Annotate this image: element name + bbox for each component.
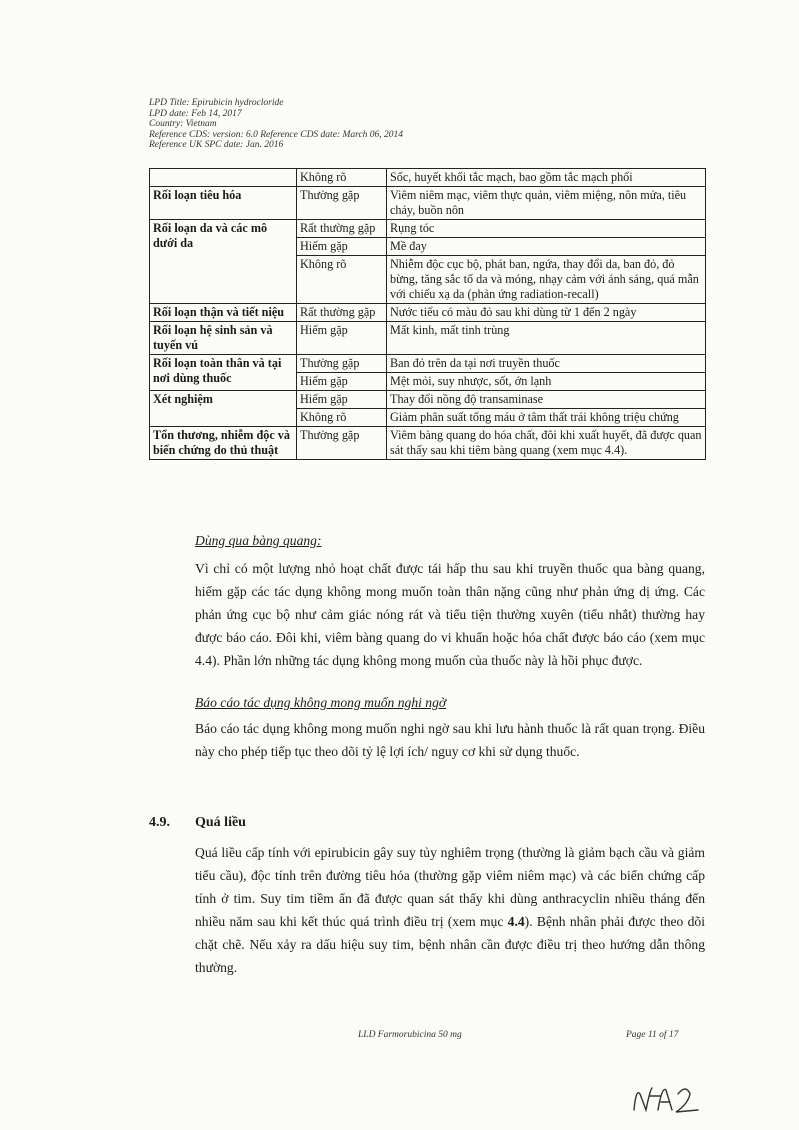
footer-title: LLD Farmorubicina 50 mg (358, 1030, 462, 1040)
bladder-heading: Dùng qua bàng quang: (195, 533, 322, 548)
soc-cell: Rối loạn thận và tiết niệu (150, 304, 297, 322)
reaction-cell: Sốc, huyết khối tắc mạch, bao gồm tắc mạch phổi (387, 169, 706, 187)
reaction-cell: Mất kinh, mất tinh trùng (387, 322, 706, 355)
reaction-cell: Mề đay (387, 238, 706, 256)
frequency-cell: Rất thường gặp (297, 220, 387, 238)
report-heading: Báo cáo tác dụng không mong muốn nghi ngờ (195, 695, 447, 710)
table-row (150, 304, 706, 322)
soc-cell: Rối loạn tiêu hóa (150, 187, 297, 220)
header-line: Country: Vietnam (149, 119, 217, 130)
header-line: Reference CDS: version: 6.0 Reference CDS date: March 06, 2014 (149, 129, 404, 140)
table-row (150, 220, 706, 238)
reaction-cell: Ban đỏ trên da tại nơi truyền thuốc (387, 355, 706, 373)
header-line: Reference UK SPC date: Jan. 2016 (149, 140, 284, 151)
bladder-paragraph: Vì chỉ có một lượng nhỏ hoạt chất được tái hấp thu sau khi truyền thuốc qua bàng quang, hiếm gặp các tác dụng không mong muốn toàn thân nặng cũng như phản ứng dị ứng. Các phản ứng cục bộ như cảm giác nóng rát và tiểu tiện thường xuyên (tiểu nhắt) thường hay được báo cáo. Đôi khi, viêm bàng quang do vi khuẩn hoặc hóa chất được báo cáo (xem mục 4.4). Phần lớn những tác dụng không mong muốn của thuốc này là hồi phục được. (195, 561, 705, 668)
reaction-cell: Thay đổi nồng độ transaminase (387, 391, 706, 409)
reaction-cell: Mệt mỏi, suy nhược, sốt, ớn lạnh (387, 373, 706, 391)
overdose-text-a: Quá liều cấp tính với epirubicin gây suy tủy nghiêm trọng (thường là giảm bạch cầu và giảm tiểu cầu), độc tính trên đường tiêu hóa (thường gặp viêm niêm mạc) và các biến chứng cấp tính ở tim. Suy tim tiềm ẩn đã được quan sát thấy khi dùng anthracyclin nhiều tháng đến nhiều năm sau khi kết thúc quá trình điều trị (xem mục (195, 845, 705, 929)
soc-cell: Rối loạn da và các mô dưới da (150, 220, 297, 304)
header-line: LPD date: Feb 14, 2017 (149, 108, 242, 119)
reaction-cell: Viêm bàng quang do hóa chất, đôi khi xuất huyết, đã được quan sát thấy sau khi tiêm bàng quang (xem mục 4.4). (387, 427, 706, 460)
soc-cell: Rối loạn hệ sinh sản và tuyến vú (150, 322, 297, 355)
soc-cell (150, 169, 297, 187)
signature-mark (628, 1080, 708, 1120)
reaction-cell: Viêm niêm mạc, viêm thực quản, viêm miệng, nôn mửa, tiêu chảy, buồn nôn (387, 187, 706, 220)
report-paragraph: Báo cáo tác dụng không mong muốn nghi ngờ sau khi lưu hành thuốc là rất quan trọng. Điều này cho phép tiếp tục theo dõi tỷ lệ lợi ích/ nguy cơ khi sử dụng thuốc. (195, 721, 705, 759)
frequency-cell: Thường gặp (297, 187, 387, 220)
overdose-paragraph (195, 841, 705, 979)
frequency-cell: Hiếm gặp (297, 322, 387, 355)
table-row (150, 427, 706, 460)
reaction-cell: Nước tiểu có màu đỏ sau khi dùng từ 1 đến 2 ngày (387, 304, 706, 322)
frequency-cell: Hiếm gặp (297, 238, 387, 256)
overdose-text-b: ). Bệnh nhân phải được theo dõi chặt chẽ. Nếu xảy ra dấu hiệu suy tim, bệnh nhân cần được điều trị theo hướng dẫn thông thường. (195, 914, 705, 975)
frequency-cell: Không rõ (297, 409, 387, 427)
table-row (150, 391, 706, 409)
table-row (150, 187, 706, 220)
frequency-cell: Hiếm gặp (297, 391, 387, 409)
frequency-cell: Hiếm gặp (297, 373, 387, 391)
reaction-cell: Rụng tóc (387, 220, 706, 238)
overdose-ref: 4.4 (507, 914, 525, 929)
section-title: Quá liều (195, 815, 246, 830)
soc-cell: Tổn thương, nhiễm độc và biến chứng do thủ thuật (150, 427, 297, 460)
frequency-cell: Rất thường gặp (297, 304, 387, 322)
adverse-reactions-table (149, 168, 706, 460)
soc-cell: Rối loạn toàn thân và tại nơi dùng thuốc (150, 355, 297, 391)
table-row (150, 322, 706, 355)
soc-cell: Xét nghiệm (150, 391, 297, 427)
frequency-cell: Không rõ (297, 256, 387, 304)
section-number: 4.9. (149, 815, 170, 830)
table-row (150, 169, 706, 187)
frequency-cell: Không rõ (297, 169, 387, 187)
frequency-cell: Thường gặp (297, 427, 387, 460)
reaction-cell: Giảm phân suất tống máu ở tâm thất trái không triệu chứng (387, 409, 706, 427)
frequency-cell: Thường gặp (297, 355, 387, 373)
page-number: Page 11 of 17 (626, 1030, 679, 1040)
reaction-cell: Nhiễm độc cục bộ, phát ban, ngứa, thay đổi da, ban đỏ, đỏ bừng, tăng sắc tố da và móng, nhạy cảm với ánh sáng, quá mẫn với chiếu xạ da (phản ứng radiation-recall) (387, 256, 706, 304)
table-row (150, 355, 706, 373)
header-line: LPD Title: Epirubicin hydrocloride (149, 98, 284, 108)
document-header (149, 98, 403, 151)
